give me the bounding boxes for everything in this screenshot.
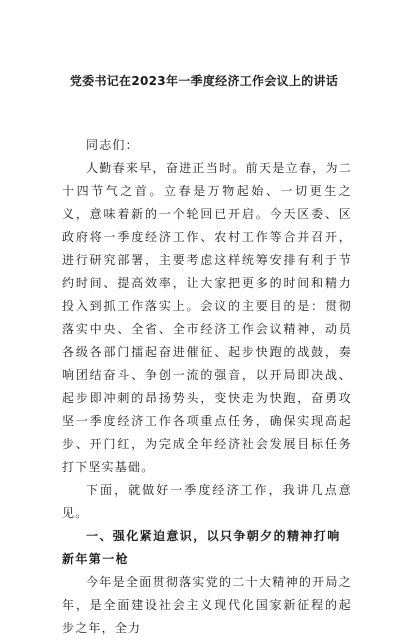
- salutation: 同志们：: [86, 138, 139, 152]
- section-heading-1: 一、强化紧迫意识，以只争朝夕的精神打响新年第一枪: [62, 529, 341, 566]
- paragraph-intro-points: 下面，就做好一季度经济工作，我讲几点意见。: [62, 483, 352, 520]
- document-body: [62, 134, 352, 640]
- paragraph-opening: 人勤春来早，奋进正当时。前天是立春，为二十四节气之首。立春是万物起始、一切更生之义，意味着新的一个轮回已开启。今天区委、区政府将一季度经济工作、农村工作等合并召开，进行研究部署，主要考虑这样统筹安排有利于节约时间、提高效率，让大家把更多的时间和精力投入到抓工作落实上。会议的主要目的是：贯彻落实中央、全省、全市经济工作会议精神，动员各级各部门擂起奋进催征、起步快跑的战鼓，奏响团结奋斗、争创一流的强音，以开局即决战、起步即冲刺的昂扬势头，变快走为快跑，奋勇攻坚一季度经济工作各项重点任务，确保实现高起步、开门红，为完成全年经济社会发展目标任务打下坚实基础。: [62, 161, 352, 474]
- paragraph-section-1: 今年是全面贯彻落实党的二十大精神的开局之年，是全面建设社会主义现代化国家新征程的起步之年，全力: [62, 575, 352, 635]
- document-title: 党委书记在2023年一季度经济工作会议上的讲话: [69, 74, 339, 88]
